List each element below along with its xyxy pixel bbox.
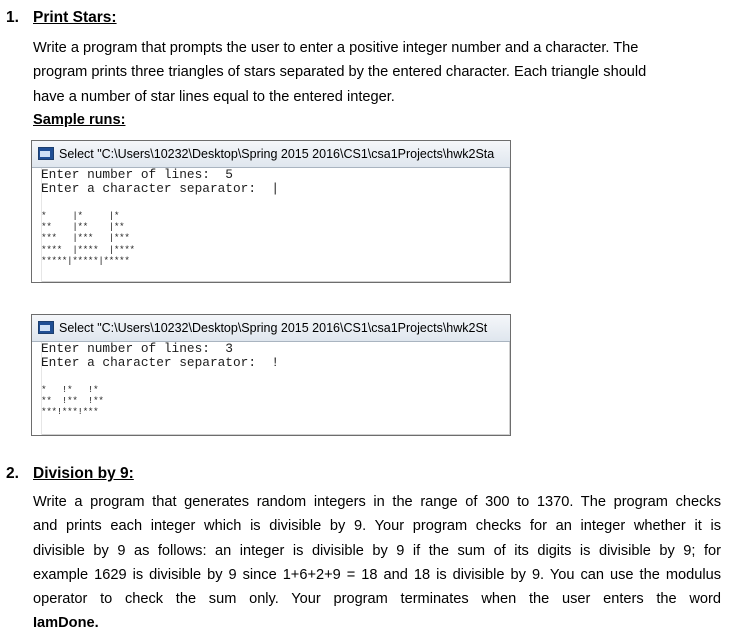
console-window-2 <box>31 314 511 436</box>
console-window-1 <box>31 140 511 283</box>
console-1-title: Select "C:\Users\10232\Desktop\Spring 2015 2016\CS1\csa1Projects\hwk2Sta <box>59 147 495 161</box>
section-2-heading <box>6 465 134 483</box>
console-1-titlebar[interactable] <box>32 141 510 168</box>
console-line: Enter number of lines: 3 <box>41 341 233 356</box>
paragraph-line: program prints three triangles of stars separated by the entered character. Each triangle should <box>33 64 647 81</box>
star-line: *** |*** |*** <box>41 232 130 244</box>
section-1-paragraph <box>33 36 721 109</box>
paragraph-line: operator to check the sum only. Your program terminates when the user enters the word <box>33 591 721 608</box>
section-1-heading <box>6 9 117 27</box>
paragraph-line: Write a program that prompts the user to enter a positive integer number and a character. The <box>33 40 639 56</box>
star-line: *****|*****|***** <box>41 254 130 266</box>
star-line: * !* !* <box>41 384 99 395</box>
section-2-paragraph <box>33 490 721 636</box>
paragraph-line: divisible by 9 as follows: an integer is divisible by 9 if the sum of its digits is divisible by 9; for <box>33 542 721 559</box>
paragraph-line: example 1629 is divisible by 9 since 1+6+2+9 = 18 and 18 is divisible by 9. You can use the modulus <box>33 566 721 583</box>
star-line: ***!***!*** <box>41 406 99 418</box>
console-2-titlebar[interactable] <box>32 315 510 342</box>
console-1-star-output <box>41 210 510 266</box>
command-prompt-icon <box>38 321 54 334</box>
paragraph-line: have a number of star lines equal to the entered integer. <box>33 88 395 105</box>
sample-runs-label: Sample runs: <box>33 112 126 128</box>
console-2-screen <box>41 342 510 435</box>
section-2-number: 2. <box>6 465 19 482</box>
section-1-number: 1. <box>6 9 19 26</box>
final-word: IamDone. <box>33 615 99 632</box>
console-line: Enter number of lines: 5 <box>41 167 233 182</box>
console-line: Enter a character separator: | <box>41 181 280 196</box>
section-2-title: Division by 9: <box>33 465 134 482</box>
console-1-screen <box>41 168 510 282</box>
star-line: ** !** !** <box>41 395 104 407</box>
paragraph-line: and prints each integer which is divisible by 9. Your program checks for an integer whether it is <box>33 518 721 535</box>
star-line: * |* |* <box>41 210 120 221</box>
paragraph-line: Write a program that generates random integers in the range of 300 to 1370. The program checks <box>33 494 721 510</box>
section-1-title: Print Stars: <box>33 9 117 26</box>
command-prompt-icon <box>38 147 54 160</box>
console-2-star-output <box>41 384 510 418</box>
star-line: **** |**** |**** <box>41 243 135 255</box>
console-2-title: Select "C:\Users\10232\Desktop\Spring 2015 2016\CS1\csa1Projects\hwk2St <box>59 321 488 335</box>
star-line: ** |** |** <box>41 221 125 233</box>
console-line: Enter a character separator: ! <box>41 355 280 370</box>
